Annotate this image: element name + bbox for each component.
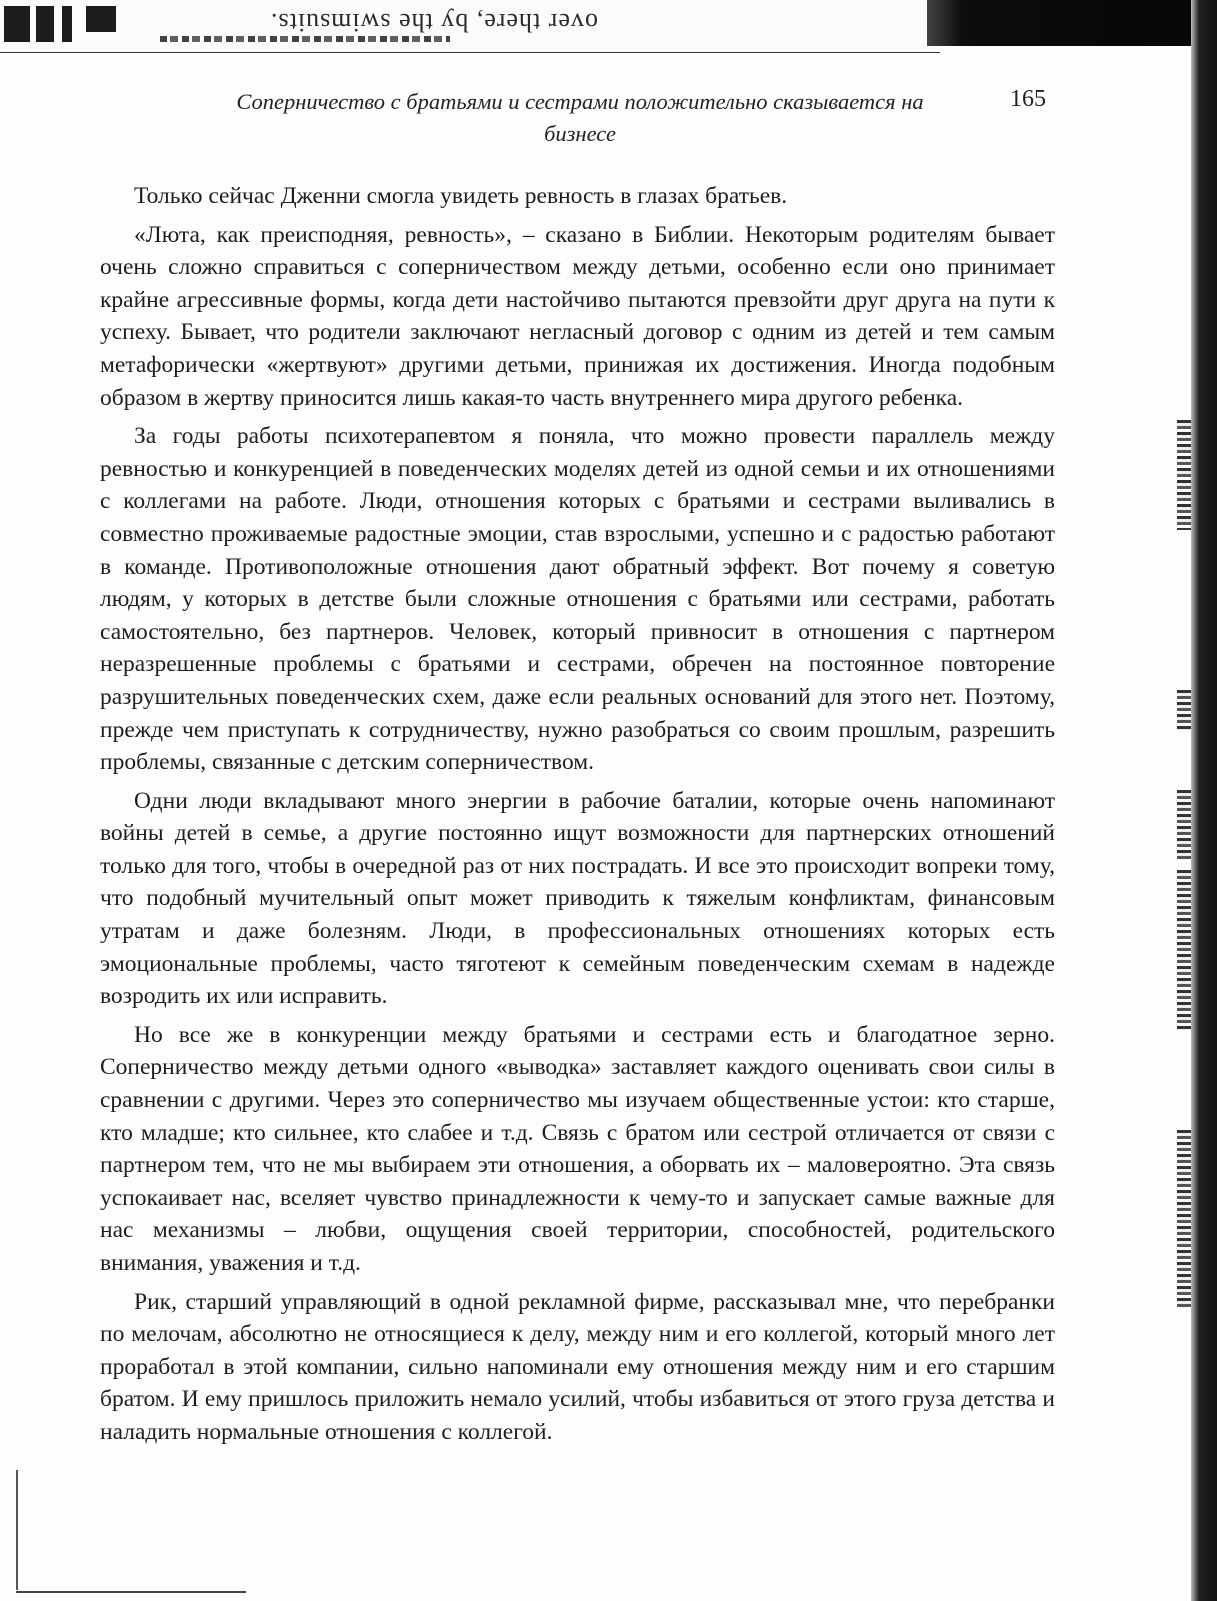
paragraph: Одни люди вкладывают много энергии в рабочие баталии, которые очень напоминают войны детей в семье, а другие постоянно ищут возможности для партнерских отношений только для того, чтобы в очередной раз от них пострадать. И все это происходит вопреки тому, что подобный мучительный опыт может приводить к тяжелым конфликтам, финансовым утратам и даже болезням. Люди, в профессиональных отношениях которых есть эмоциональные проблемы, часто тяготеют к семейным поведенческим схемам в надежде возродить их или исправить. <box>100 787 1055 1010</box>
bleed-through-strip <box>0 0 940 53</box>
scan-artifact-speckle <box>1177 790 1191 860</box>
scan-artifact-speckle <box>1177 690 1191 730</box>
scan-artifact-line <box>16 1591 246 1593</box>
scan-artifact-mark <box>4 6 30 42</box>
paragraph: «Люта, как преисподняя, ревность», – сказано в Библии. Некоторым родителям бывает очень сложно справиться с соперничеством между детьми, особенно если оно принимает крайне агрессивные формы, когда дети настойчиво пытаются превзойти друг друга на пути к успеху. Бывает, что родители заключают негласный договор с одним из детей и тем самым метафорически «жертвуют» другими детьми, принижая их достижения. Иногда подобным образом в жертву приносится лишь какая-то часть внутреннего мира другого ребенка. <box>100 221 1055 411</box>
bleed-through-text: over there, by the swimsuits. <box>270 8 598 37</box>
scan-artifact-mark <box>62 6 72 42</box>
paragraph: Рик, старший управляющий в одной рекламной фирме, рассказывал мне, что перебранки по мелочам, абсолютно не относящиеся к делу, между ним и его коллегой, который много лет проработал в этой компании, сильно напоминали ему отношения между ним и его старшим братом. И ему пришлось приложить немало усилий, чтобы избавиться от этого груза детства и наладить нормальные отношения с коллегой. <box>100 1288 1055 1445</box>
body-text <box>100 180 1055 1455</box>
running-title: Соперничество с братьями и сестрами положительно сказывается на бизнесе <box>236 89 924 146</box>
scan-artifact-mark <box>36 6 54 42</box>
scan-artifact-speckle <box>1177 870 1191 1030</box>
page-number: 165 <box>1010 86 1046 112</box>
scan-artifact-speckle <box>1177 420 1191 530</box>
paragraph: За годы работы психотерапевтом я поняла, что можно провести параллель между ревностью и конкуренцией в поведенческих моделях детей из одной семьи и их отношениями с коллегами на работе. Люди, отношения которых с братьями и сестрами выливались в совместно проживаемые радостные эмоции, став взрослыми, успешно и с радостью работают в команде. Противоположные отношения дают обратный эффект. Вот почему я советую людям, у которых в детстве были сложные отношения с братьями или сестрами, работать самостоятельно, без партнеров. Человек, который привносит в отношения с партнером неразрешенные проблемы с братьями и сестрами, обречен на постоянное повторение разрушительных поведенческих схем, даже если реальных оснований для этого нет. Поэтому, прежде чем приступать к сотрудничеству, нужно разобраться со своим прошлым, разрешить проблемы, связанные с детским соперничеством. <box>100 423 1055 776</box>
scan-shadow-right <box>1191 0 1217 1601</box>
paragraph: Но все же в конкуренции между братьями и сестрами есть и благодатное зерно. Соперничество между детьми одного «выводка» заставляет каждого оценивать свои силы в сравнении с другими. Через это соперничество мы изучаем общественные устои: кто старше, кто младше; кто сильнее, кто слабее и т.д. Связь с братом или сестрой отличается от связи с партнером тем, что не мы выбираем эти отношения, а оборвать их – маловероятно. Эта связь успокаивает нас, вселяет чувство принадлежности к чему-то и запускает самые важные для нас механизмы – любви, ощущения своей территории, способностей, родительского внимания, уважения и т.д. <box>100 1021 1055 1276</box>
scan-artifact-line <box>16 1470 18 1590</box>
scan-shadow-top <box>927 0 1217 46</box>
scan-artifact-speckle <box>1177 1130 1191 1310</box>
scan-artifact-mark <box>86 6 116 32</box>
paragraph: Только сейчас Дженни смогла увидеть ревность в глазах братьев. <box>134 183 788 209</box>
